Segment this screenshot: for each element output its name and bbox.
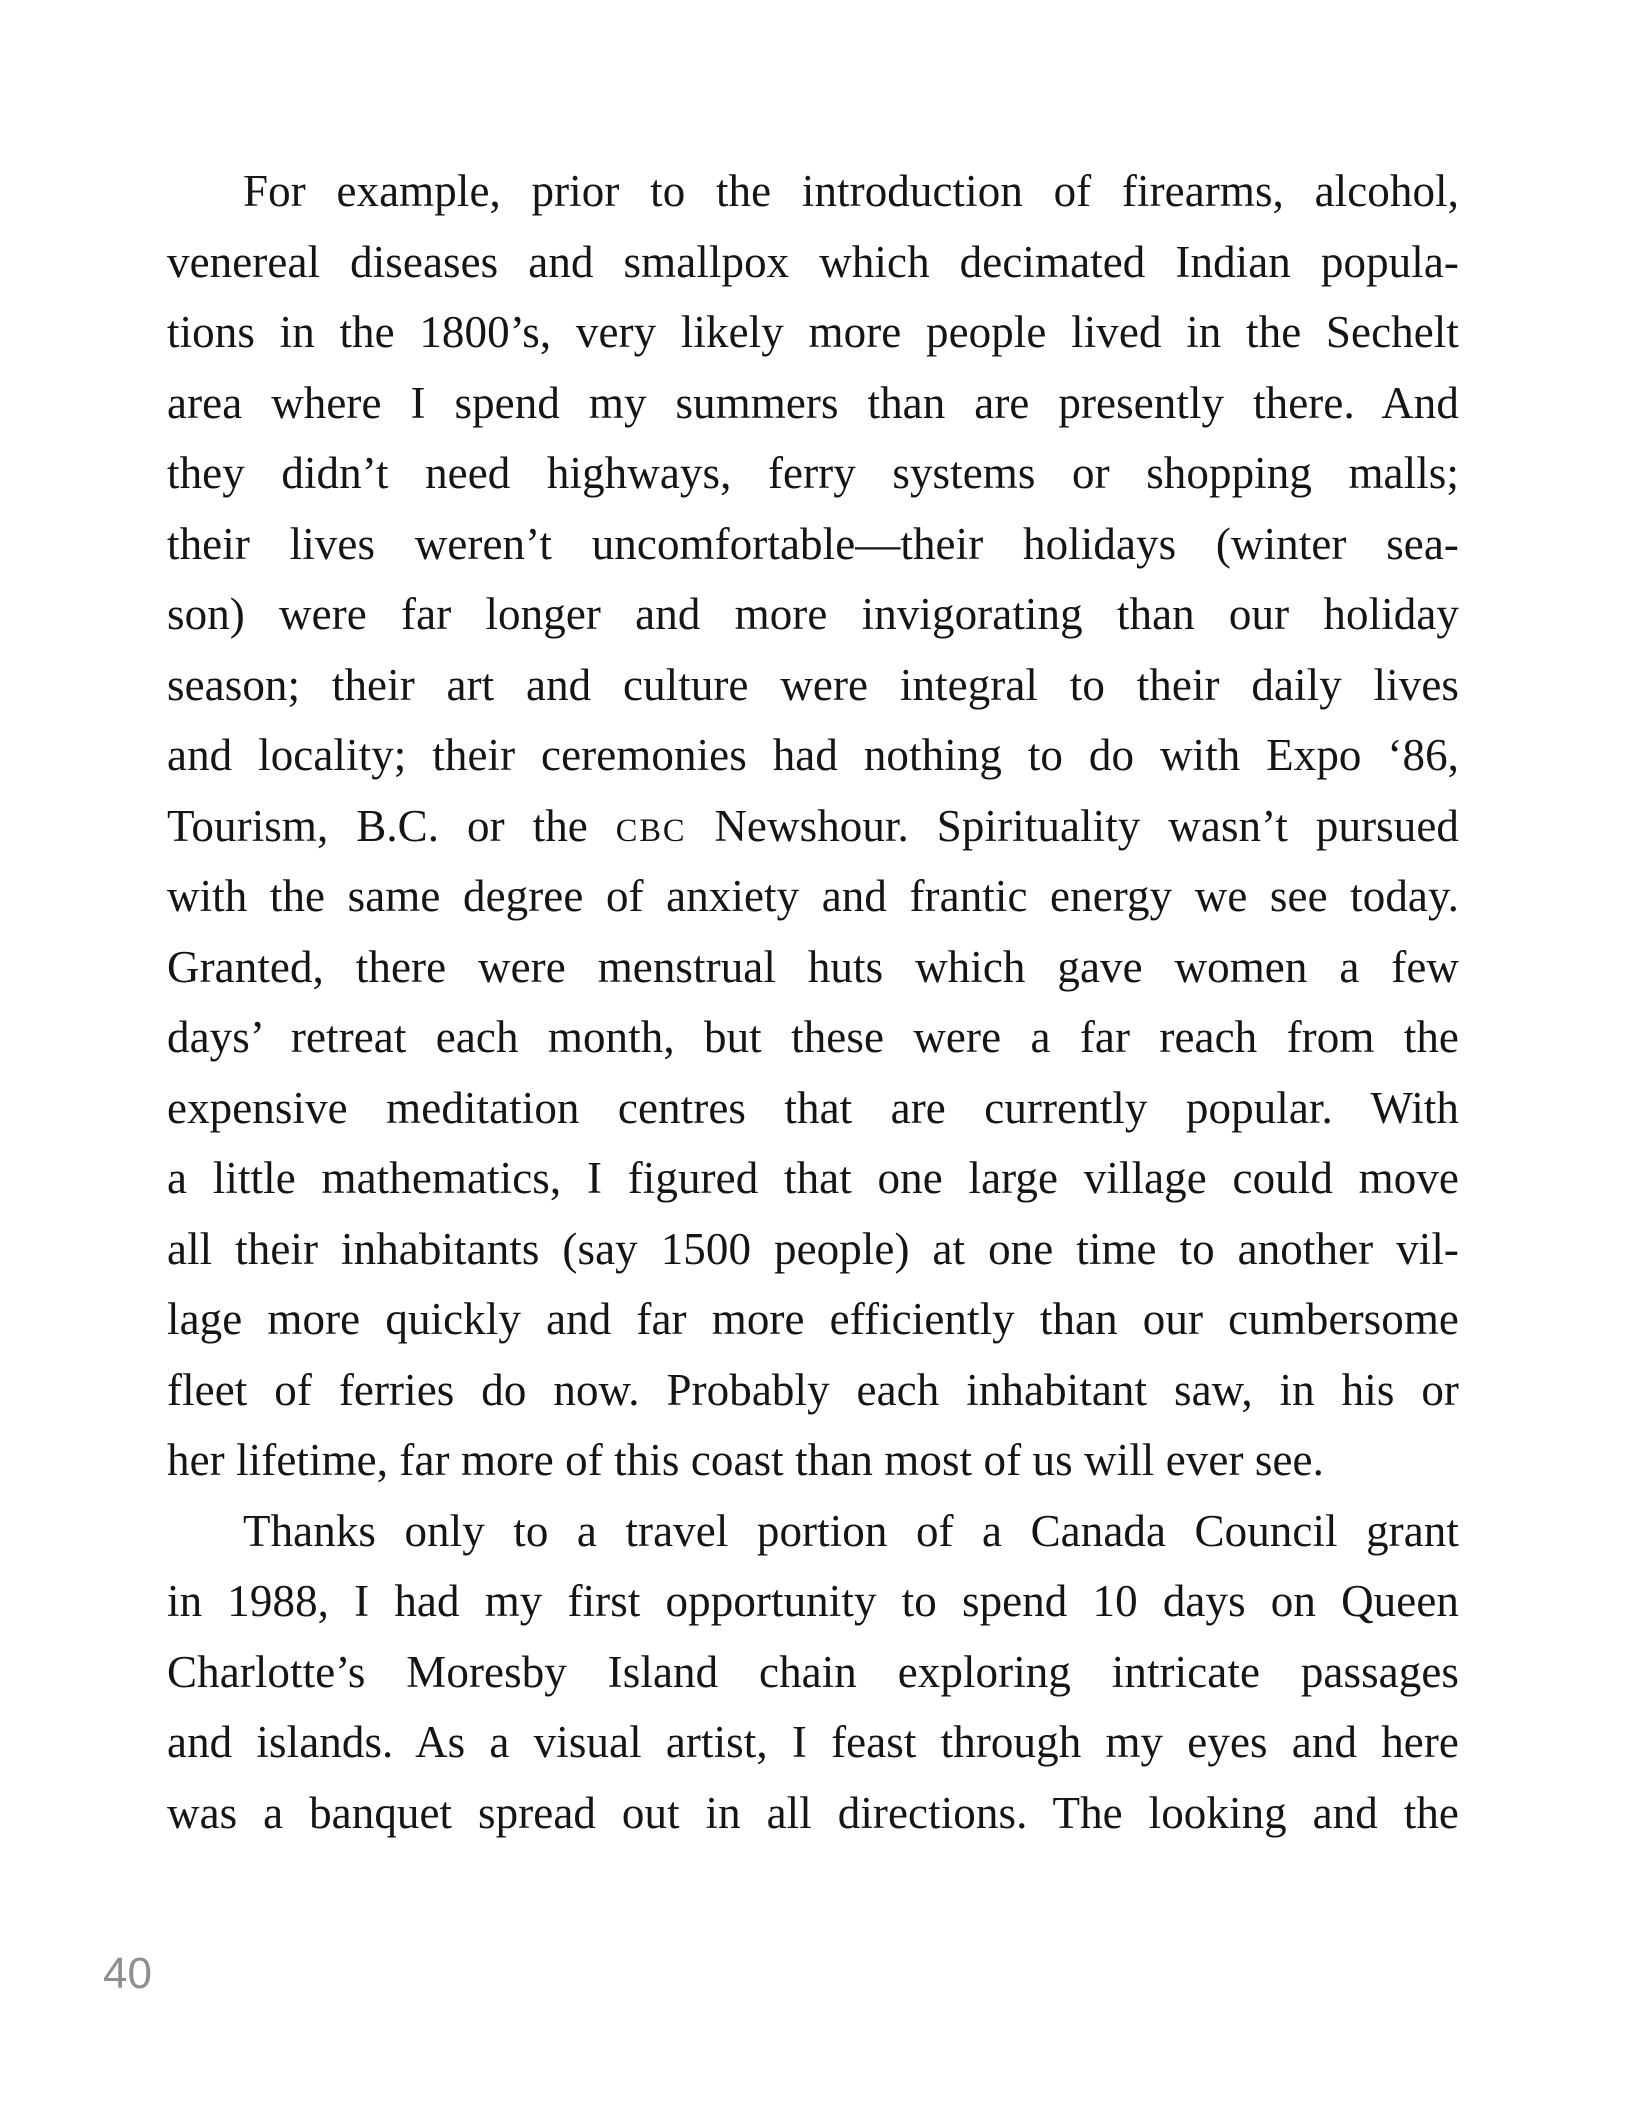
text-line xyxy=(167,861,1459,932)
text-segment: in 1988, I had my first opportunity to spend 10 days on Queen xyxy=(167,1576,1459,1626)
text-line xyxy=(167,650,1459,721)
text-segment: expensive meditation centres that are currently popular. With xyxy=(167,1082,1459,1133)
text-line xyxy=(167,932,1459,1003)
text-line xyxy=(167,1566,1459,1637)
text-segment: days’ retreat each month, but these were a far reach from the xyxy=(167,1012,1459,1062)
text-segment: tions in the 1800’s, very likely more people lived in the Sechelt xyxy=(167,307,1459,357)
text-segment: they didn’t need highways, ferry systems or shopping malls; xyxy=(167,448,1459,498)
text-line xyxy=(167,1143,1459,1214)
text-line xyxy=(167,1284,1459,1355)
text-line xyxy=(167,438,1459,509)
text-line xyxy=(167,1214,1459,1285)
text-line xyxy=(167,1707,1459,1778)
text-segment: their lives weren’t uncomfortable—their holidays (winter sea- xyxy=(167,518,1459,569)
body-text xyxy=(167,156,1459,1848)
text-segment: was a banquet spread out in all directions. The looking and the xyxy=(167,1787,1459,1838)
text-line xyxy=(167,297,1459,368)
text-segment: season; their art and culture were integral to their daily lives xyxy=(167,659,1459,710)
text-segment: with the same degree of anxiety and frantic energy we see today. xyxy=(167,871,1459,921)
text-segment: and locality; their ceremonies had nothing to do with Expo ‘86, xyxy=(167,730,1459,780)
text-segment: area where I spend my summers than are presently there. And xyxy=(167,377,1459,428)
text-segment: son) were far longer and more invigorating than our holiday xyxy=(167,589,1459,639)
text-line xyxy=(167,720,1459,791)
text-segment: Granted, there were menstrual huts which gave women a few xyxy=(167,941,1459,992)
text-segment: her lifetime, far more of this coast than most of us will ever see. xyxy=(167,1435,1324,1485)
text-line xyxy=(167,509,1459,580)
text-line xyxy=(167,791,1459,862)
text-segment: For example, prior to the introduction of firearms, alcohol, xyxy=(243,166,1459,216)
text-line xyxy=(167,1778,1459,1849)
text-segment: a little mathematics, I figured that one large village could move xyxy=(167,1153,1459,1203)
smallcaps-text: CBC xyxy=(615,812,687,849)
text-line xyxy=(167,1496,1459,1567)
text-line xyxy=(167,1073,1459,1144)
text-segment: and islands. As a visual artist, I feast through my eyes and here xyxy=(167,1717,1459,1767)
text-line xyxy=(167,227,1459,298)
page-number: 40 xyxy=(103,1949,152,1998)
text-line xyxy=(167,1355,1459,1426)
text-line xyxy=(167,1425,1459,1496)
text-line xyxy=(167,156,1459,227)
text-segment: Newshour. Spirituality wasn’t pursued xyxy=(686,800,1460,851)
text-segment: Thanks only to a travel portion of a Canada Council grant xyxy=(243,1505,1459,1556)
text-segment: all their inhabitants (say 1500 people) at one time to another vil- xyxy=(167,1223,1459,1274)
text-segment: Charlotte’s Moresby Island chain exploring intricate passages xyxy=(167,1646,1459,1697)
text-segment: Tourism, B.C. or the xyxy=(167,800,616,851)
text-line xyxy=(167,1002,1459,1073)
text-line xyxy=(167,1637,1459,1708)
text-segment: lage more quickly and far more efficiently than our cumbersome xyxy=(167,1294,1459,1344)
text-segment: venereal diseases and smallpox which decimated Indian popula- xyxy=(167,236,1459,287)
text-line xyxy=(167,368,1459,439)
text-line xyxy=(167,579,1459,650)
text-segment: fleet of ferries do now. Probably each inhabitant saw, in his or xyxy=(167,1364,1459,1415)
